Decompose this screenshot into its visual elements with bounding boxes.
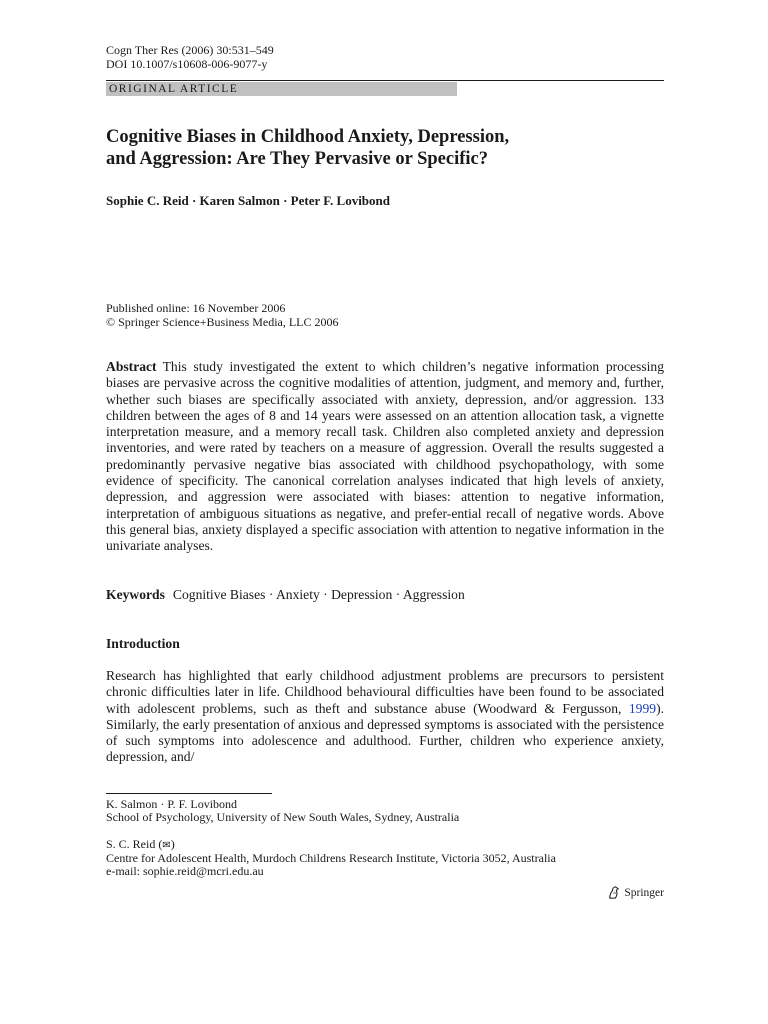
springer-horse-icon: [606, 885, 621, 900]
corresponding-author: [106, 838, 556, 852]
keywords-text: Cognitive Biases · Anxiety · Depression · Aggression: [172, 587, 465, 602]
publisher-logo: [606, 885, 664, 900]
introduction-paragraph: [106, 668, 664, 766]
abstract-label: Abstract: [106, 359, 157, 374]
author-list: Sophie C. Reid · Karen Salmon · Peter F. Lovibond: [106, 193, 390, 208]
corresponding-email[interactable]: e-mail: sophie.reid@mcri.edu.au: [106, 864, 264, 879]
title-line-2: and Aggression: Are They Pervasive or Specific?: [106, 149, 488, 169]
affiliation-names: K. Salmon · P. F. Lovibond: [106, 797, 238, 811]
copyright: © Springer Science+Business Media, LLC 2006: [106, 314, 339, 329]
affiliation-institution: Centre for Adolescent Health, Murdoch Childrens Research Institute, Victoria 3052, Australia: [106, 851, 556, 866]
title-line-1: Cognitive Biases in Childhood Anxiety, Depression,: [106, 127, 510, 147]
envelope-icon: ✉: [162, 840, 171, 851]
citation-link-1999[interactable]: 1999: [628, 700, 657, 716]
section-heading-introduction: Introduction: [106, 636, 180, 651]
article-title: [106, 126, 664, 170]
article-first-page: [106, 0, 664, 1024]
journal-reference: [106, 44, 274, 71]
header-rule: [106, 80, 664, 81]
journal-citation: Cogn Ther Res (2006) 30:531–549: [106, 43, 274, 57]
corresponding-author-name: S. C. Reid (: [106, 837, 163, 851]
keywords: [106, 587, 664, 603]
article-type-label: ORIGINAL ARTICLE: [106, 82, 457, 96]
doi: DOI 10.1007/s10608-006-9077-y: [106, 56, 268, 71]
footnote-rule: [106, 793, 272, 794]
affiliation-reid: [106, 838, 556, 879]
intro-text-end: ). Similarly, the early presentation of anxious and depressed symptoms is associated with the persistence of such symptoms into adolescence and adulthood. Further, children who experience anxiety, depression, and/: [106, 700, 664, 765]
corresponding-author-close: ): [170, 837, 175, 851]
affiliation-institution: School of Psychology, University of New South Wales, Sydney, Australia: [106, 810, 460, 825]
publication-info: [106, 302, 339, 329]
affiliation-salmon-lovibond: [106, 798, 459, 824]
keywords-label: Keywords: [106, 587, 165, 602]
intro-text-start: Research has highlighted that early childhood adjustment problems are precursors to persistent chronic difficulties later in life. Childhood behavioural difficulties have been found to be associated with adolescent problems, such as theft and substance abuse (Woodward & Fergusson,: [106, 668, 664, 716]
abstract: [106, 359, 664, 555]
abstract-text: This study investigated the extent to which children’s negative information processing biases are pervasive across the cognitive modalities of attention, judgment, and memory and, further, whether such biases are specifically associated with anxiety, depression, and/or aggression. 133 children between the ages of 8 and 14 years were assessed on an attention allocation task, a vignette interpretation measure, and a memory recall task. Children also completed anxiety and depression inventories, and were rated by teachers on a measure of aggression. Overall the results suggested a predominantly pervasive negative bias associated with childhood psychopathology, with some evidence of specificity. The canonical correlation analyses indicated that high levels of anxiety, depression, and aggression were associated with biases: attention to negative information, interpretation of ambiguous situations as negative, and prefer-ential recall of negative words. Above this general bias, anxiety displayed a specific association with attention to negative information in the univariate analyses.: [106, 359, 664, 554]
publisher-name: Springer: [624, 886, 664, 899]
published-date: Published online: 16 November 2006: [106, 301, 286, 315]
